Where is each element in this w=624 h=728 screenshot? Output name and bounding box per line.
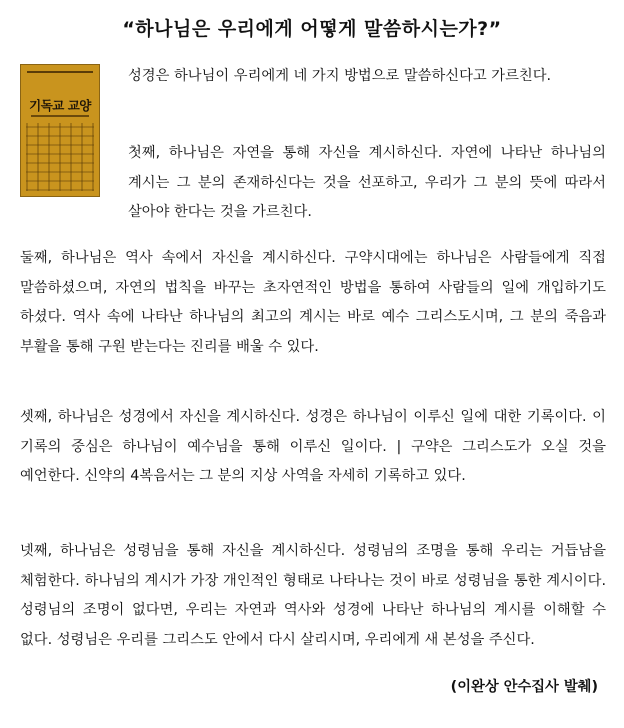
- book-cover-title: 기독교 교양: [29, 98, 91, 113]
- book-cover-image: [20, 64, 100, 197]
- page-title: “하나님은 우리에게 어떻게 말씀하시는가?”: [122, 18, 502, 40]
- paragraph-second: 둘째, 하나님은 역사 속에서 자신을 계시하신다. 구약시대에는 하나님은 사람들에게 직접 말씀하셨으며, 자연의 법칙을 바꾸는 초자연적인 방법을 통하여 사람들의 일에 개입하기도 하셨다. 역사 속에 나타난 하나님의 최고의 계시는 바로 예수 그리스도시며, 그 분의 죽음과 부활을 통해 구원 받는다는 진리를 배울 수 있다.: [20, 250, 606, 355]
- book-cover-pattern: [26, 123, 94, 191]
- intro-paragraph: 성경은 하나님이 우리에게 네 가지 방법으로 말씀하신다고 가르친다.: [128, 68, 552, 84]
- paragraph-third: 셋째, 하나님은 성경에서 자신을 계시하신다. 성경은 하나님이 이루신 일에 대한 기록이다. 이 기록의 중심은 하나님이 예수님을 통해 이루신 일이다. | 구약은 그리스도가 오실 것을 예언한다. 신약의 4복음서는 그 분의 지상 사역을 자세히 기록하고 있다.: [20, 409, 606, 484]
- source-credit: (이완상 안수집사 발췌): [450, 679, 598, 695]
- paragraph-first: 첫째, 하나님은 자연을 통해 자신을 계시하신다. 자연에 나타난 하나님의 계시는 그 분의 존재하신다는 것을 선포하고, 우리가 그 분의 뜻에 따라서 살아야 한다는 것을 가르친다.: [128, 145, 606, 220]
- paragraph-fourth: 넷째, 하나님은 성령님을 통해 자신을 계시하신다. 성령님의 조명을 통해 우리는 거듭남을 체험한다. 하나님의 계시가 가장 개인적인 형태로 나타나는 것이 바로 성령님을 통한 계시이다. 성령님의 조명이 없다면, 우리는 자연과 역사와 성경에 나타난 하나님의 계시를 이해할 수 없다. 성령님은 우리를 그리스도 안에서 다시 살리시며, 우리에게 새 본성을 주신다.: [20, 543, 606, 648]
